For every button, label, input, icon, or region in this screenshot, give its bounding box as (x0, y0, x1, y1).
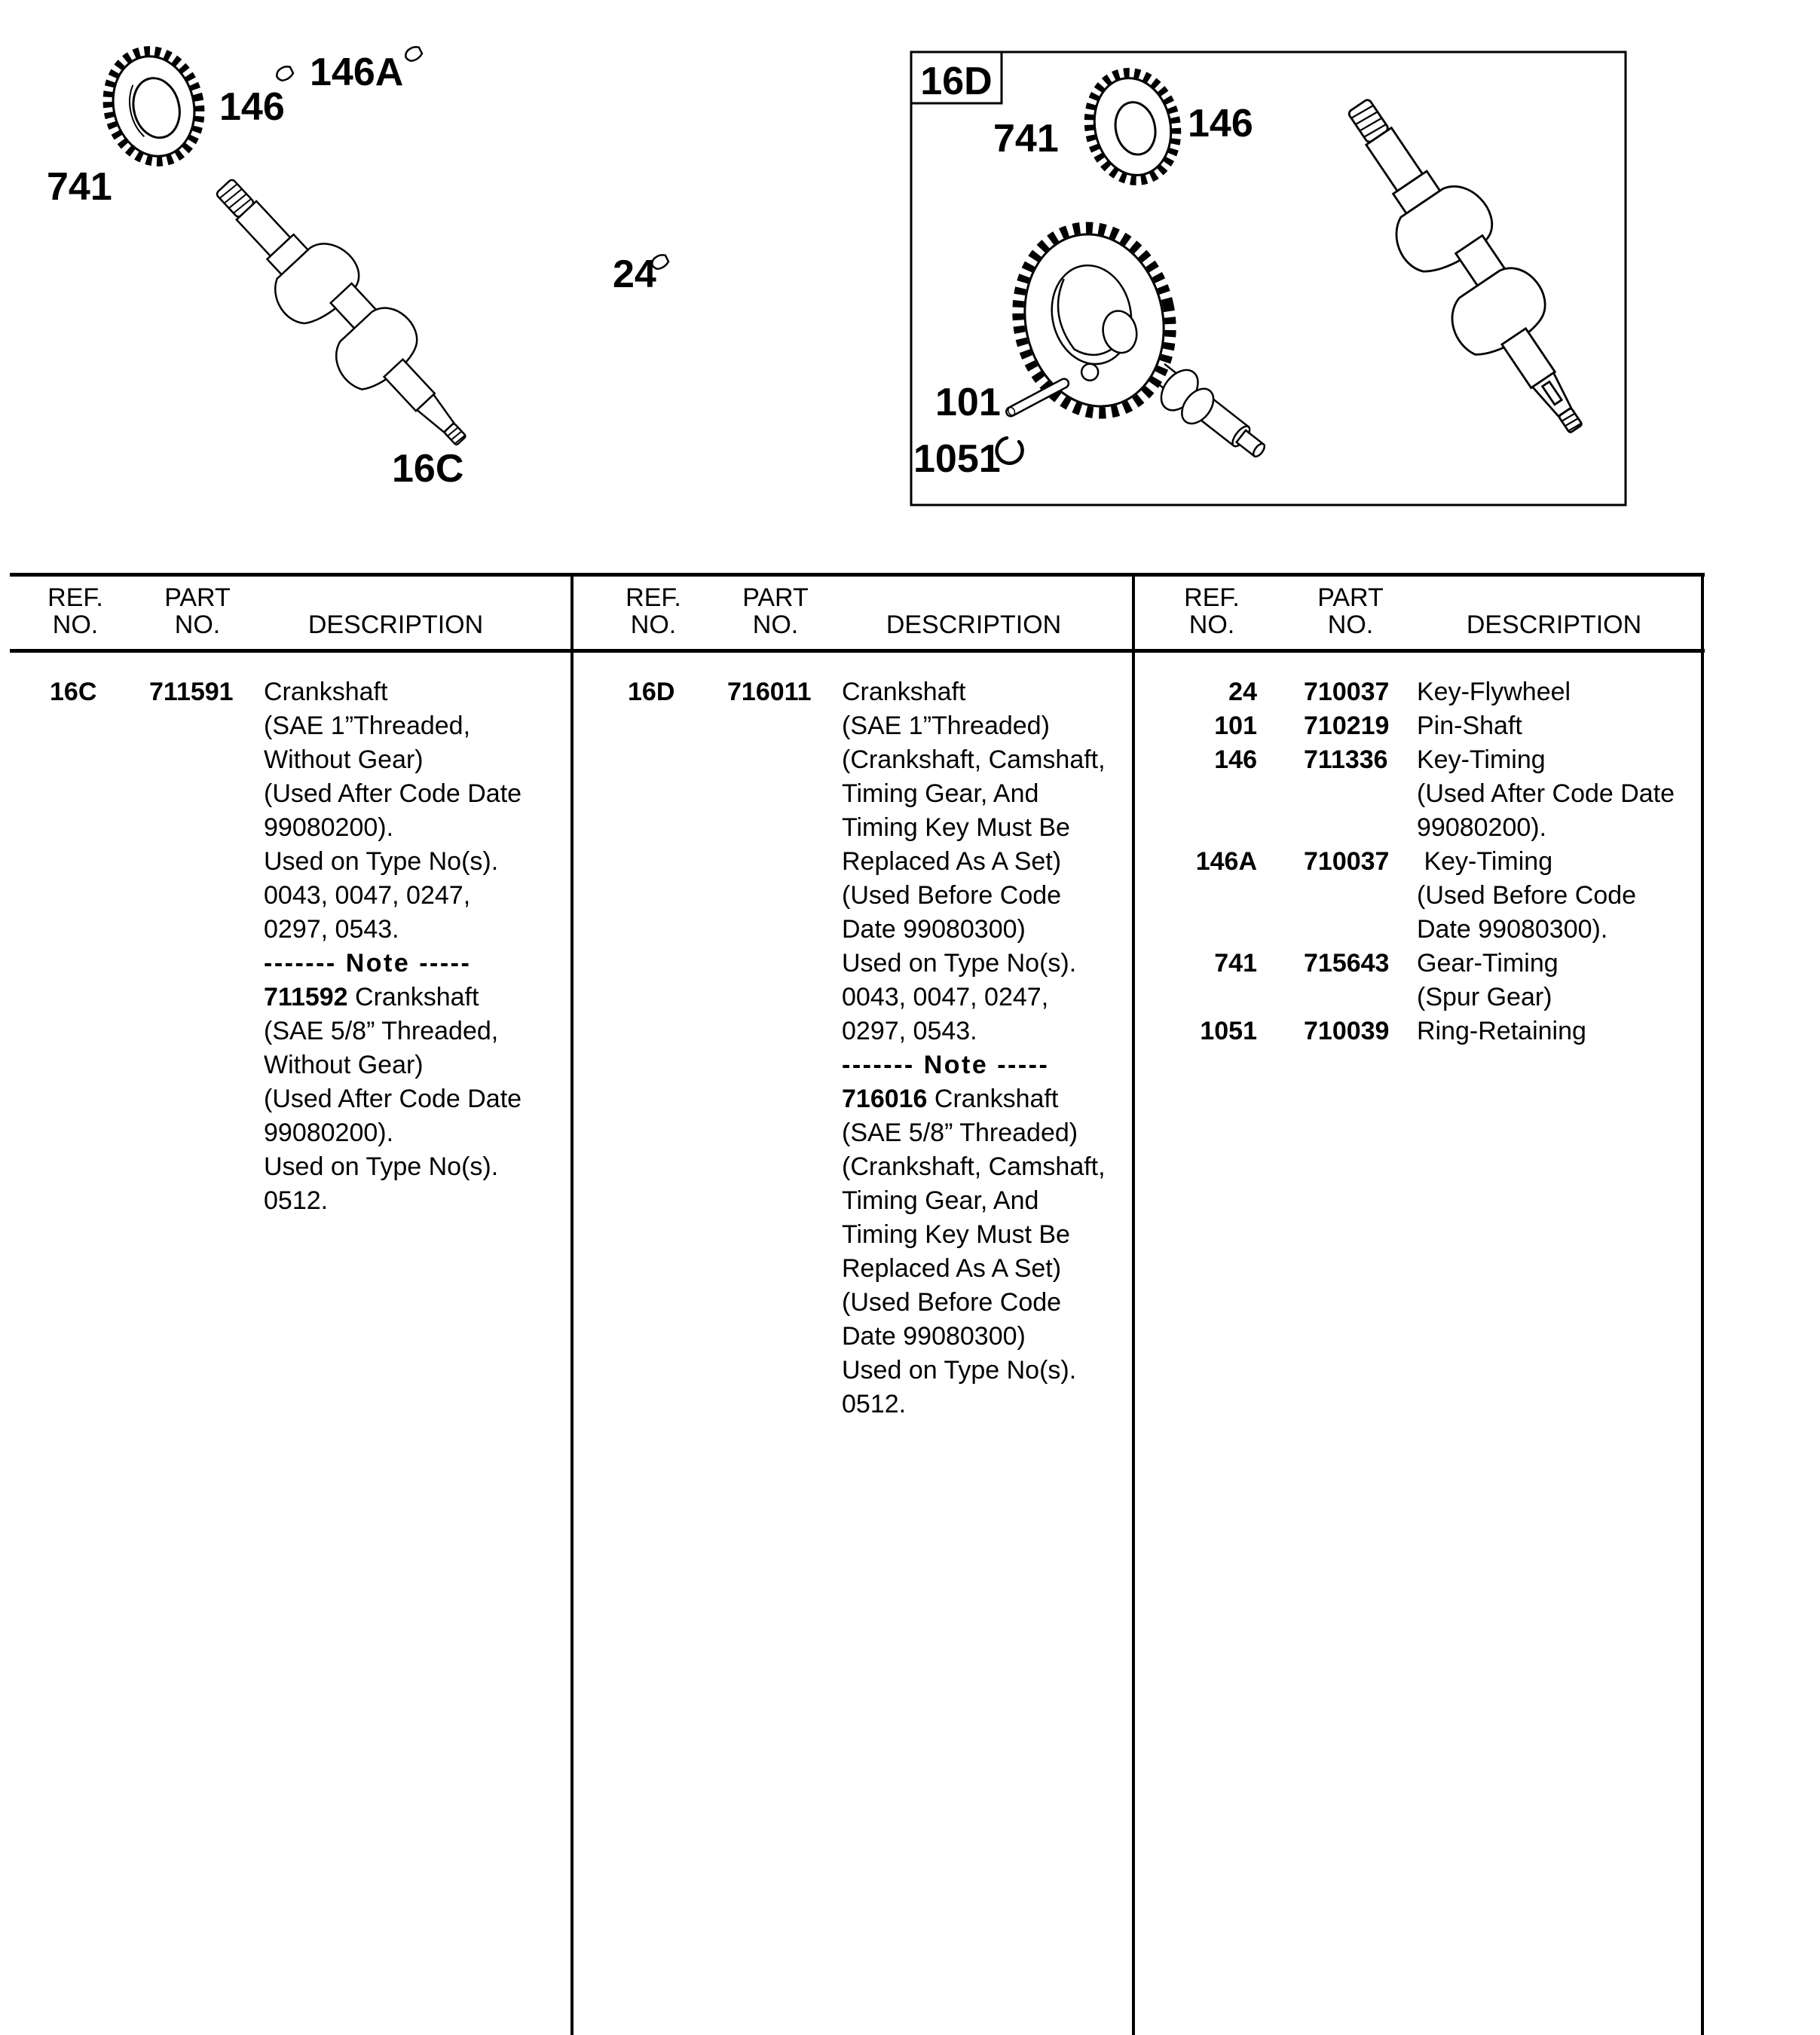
description-line: (Used Before Code (842, 881, 1062, 910)
callout-16C: 16C (392, 447, 464, 491)
description-line: (Spur Gear) (1417, 983, 1552, 1011)
description-line: Used on Type No(s). (264, 1152, 499, 1181)
ref-no-cell: 16C (50, 678, 97, 706)
header-part: PART (742, 583, 809, 612)
description-line: (Used Before Code (842, 1288, 1062, 1317)
header-no: NO. (1327, 610, 1374, 639)
header-description: DESCRIPTION (1466, 610, 1642, 639)
description-line: (SAE 1”Threaded) (842, 711, 1050, 740)
description-line: Date 99080300) (842, 1322, 1026, 1351)
description-line: (Used After Code Date (264, 1085, 522, 1113)
table-top-border (10, 573, 1705, 577)
description-line: (SAE 5/8” Threaded) (842, 1118, 1078, 1147)
description-line: Replaced As A Set) (842, 847, 1062, 876)
description-line: Date 99080300). (1417, 915, 1608, 944)
description-line: 0043, 0047, 0247, (264, 881, 471, 910)
callout-741: 741 (993, 117, 1059, 161)
header-part: PART (1317, 583, 1384, 612)
callout-101: 101 (935, 381, 1001, 424)
description-line: 0512. (842, 1390, 907, 1418)
ref-no-cell: 1051 (1200, 1017, 1257, 1045)
header-no: NO. (630, 610, 677, 639)
header-ref: REF. (1184, 583, 1240, 612)
note-divider: ------- Note ----- (264, 949, 472, 978)
description-line: 99080200). (264, 1118, 394, 1147)
header-no: NO. (1188, 610, 1235, 639)
description-line: 0043, 0047, 0247, (842, 983, 1049, 1011)
diagram-artwork (0, 0, 1820, 562)
description-line: Gear-Timing (1417, 949, 1558, 978)
header-description: DESCRIPTION (307, 610, 484, 639)
part-no-cell: 710219 (1304, 711, 1390, 740)
callout-24: 24 (613, 252, 656, 296)
description-line: 99080200). (264, 813, 394, 842)
description-line: Ring-Retaining (1417, 1017, 1586, 1045)
callout-1051: 1051 (913, 437, 1001, 481)
description-line: Pin-Shaft (1417, 711, 1522, 740)
description-line: (Used After Code Date (1417, 779, 1675, 808)
part-no-cell: 711591 (149, 678, 234, 706)
ref-no-cell: 741 (1214, 949, 1257, 978)
key-icon (404, 46, 423, 63)
description-line: Crankshaft (264, 678, 388, 706)
key-icon (275, 66, 294, 82)
header-no: NO. (174, 610, 221, 639)
ref-no-cell: 146A (1195, 847, 1257, 876)
description-line: Key-Timing (1417, 745, 1546, 774)
description-line: (Crankshaft, Camshaft, (842, 745, 1106, 774)
ref-no-cell: 24 (1228, 678, 1257, 706)
description-line: Used on Type No(s). (264, 847, 499, 876)
part-no-cell: 711336 (1304, 745, 1388, 774)
description-line: Timing Gear, And (842, 779, 1039, 808)
description-line: Timing Key Must Be (842, 813, 1070, 842)
description-line: (Crankshaft, Camshaft, (842, 1152, 1106, 1181)
callout-146A: 146A (310, 50, 404, 94)
part-no-cell: 710039 (1304, 1017, 1390, 1045)
callout-146: 146 (219, 85, 285, 129)
part-no-cell: 710037 (1304, 847, 1390, 876)
note-divider: ------- Note ----- (842, 1051, 1050, 1079)
description-line: Replaced As A Set) (842, 1254, 1062, 1283)
description-line: (SAE 5/8” Threaded, (264, 1017, 499, 1045)
header-no: NO. (752, 610, 799, 639)
description-line: (SAE 1”Threaded, (264, 711, 471, 740)
description-line: 99080200). (1417, 813, 1547, 842)
description-line: (Used After Code Date (264, 779, 522, 808)
description-line: Key-Timing (1417, 847, 1553, 876)
description-line: 716016 Crankshaft (842, 1085, 1059, 1113)
part-no-cell: 716011 (727, 678, 812, 706)
callout-741: 741 (47, 165, 112, 209)
description-line: Without Gear) (264, 745, 424, 774)
timing-gear-icon (96, 41, 211, 172)
ref-no-cell: 16D (628, 678, 675, 706)
part-no-cell: 715643 (1304, 949, 1390, 978)
description-line: Key-Flywheel (1417, 678, 1571, 706)
table-right-border (1701, 573, 1704, 2035)
description-line: Timing Key Must Be (842, 1220, 1070, 1249)
callout-146: 146 (1188, 102, 1253, 145)
ref-no-cell: 101 (1214, 711, 1257, 740)
description-line: 0297, 0543. (264, 915, 399, 944)
inset-label-16D: 16D (920, 60, 993, 103)
table-header-border (10, 649, 1705, 653)
header-no: NO. (52, 610, 99, 639)
ref-no-cell: 146 (1214, 745, 1257, 774)
description-line: Used on Type No(s). (842, 1356, 1077, 1385)
table-divider (1132, 573, 1135, 2035)
table-divider (570, 573, 574, 2035)
part-no-cell: 710037 (1304, 678, 1390, 706)
description-line: Crankshaft (842, 678, 966, 706)
description-line: Without Gear) (264, 1051, 424, 1079)
header-ref: REF. (47, 583, 103, 612)
header-part: PART (164, 583, 231, 612)
description-line: (Used Before Code (1417, 881, 1637, 910)
header-ref: REF. (626, 583, 681, 612)
description-line: 711592 Crankshaft (264, 983, 479, 1011)
description-line: Date 99080300) (842, 915, 1026, 944)
header-description: DESCRIPTION (886, 610, 1062, 639)
crankshaft-16c-drawing (193, 155, 494, 470)
description-line: 0297, 0543. (842, 1017, 977, 1045)
description-line: Used on Type No(s). (842, 949, 1077, 978)
description-line: Timing Gear, And (842, 1186, 1039, 1215)
description-line: 0512. (264, 1186, 329, 1215)
